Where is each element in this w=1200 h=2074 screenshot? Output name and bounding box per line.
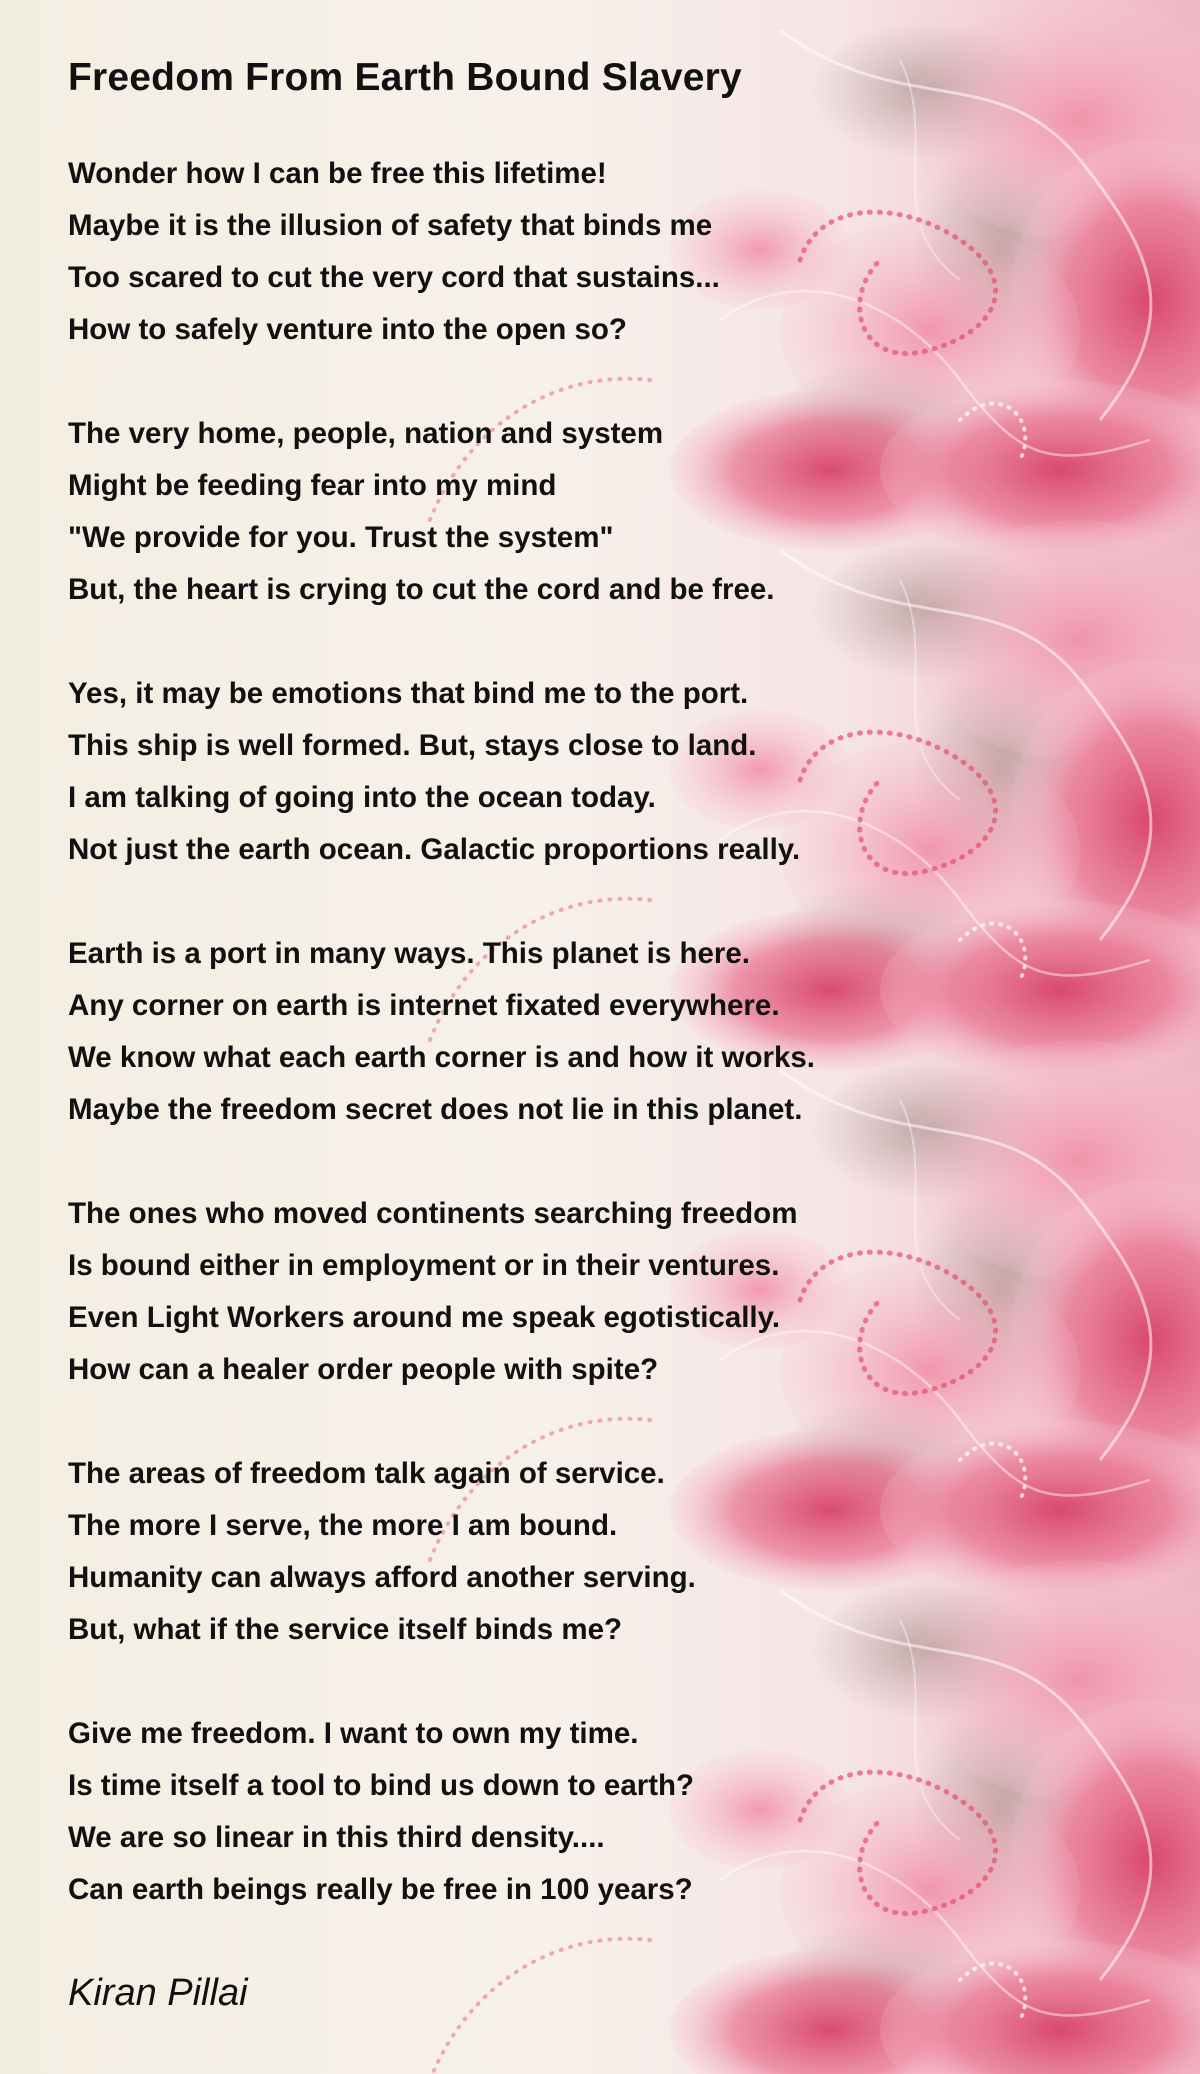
poem-line: Humanity can always afford another serving.: [68, 1561, 696, 1594]
poem-line: The very home, people, nation and system: [68, 417, 664, 450]
poem-line: "We provide for you. Trust the system": [68, 521, 614, 554]
poem-line: The areas of freedom talk again of service.: [68, 1457, 665, 1490]
poem-line: Not just the earth ocean. Galactic proportions really.: [68, 833, 801, 866]
stanza-6: [68, 1448, 1128, 1656]
poem-line: Even Light Workers around me speak egotistically.: [68, 1301, 781, 1334]
poem-line: The more I serve, the more I am bound.: [68, 1509, 618, 1542]
poem-author: Kiran Pillai: [68, 1972, 248, 2014]
stanza-2: [68, 408, 1128, 616]
poem-title: Freedom From Earth Bound Slavery: [68, 56, 742, 99]
poem-line: But, what if the service itself binds me?: [68, 1613, 623, 1646]
poem-line: Any corner on earth is internet fixated everywhere.: [68, 989, 780, 1022]
stanza-3: [68, 668, 1128, 876]
poem-line: Maybe it is the illusion of safety that binds me: [68, 209, 713, 242]
stanza-1: [68, 148, 1128, 356]
poem-line: Maybe the freedom secret does not lie in this planet.: [68, 1093, 803, 1126]
stanza-4: [68, 928, 1128, 1136]
poem-container: [68, 50, 1128, 2018]
poem-line: I am talking of going into the ocean today.: [68, 781, 656, 814]
stanza-7: [68, 1708, 1128, 1916]
poem-line: Might be feeding fear into my mind: [68, 469, 557, 502]
poem-line: Is bound either in employment or in their ventures.: [68, 1249, 780, 1282]
poem-line: The ones who moved continents searching freedom: [68, 1197, 798, 1230]
stanza-5: [68, 1188, 1128, 1396]
poem-line: But, the heart is crying to cut the cord and be free.: [68, 573, 775, 606]
poem-line: Give me freedom. I want to own my time.: [68, 1717, 639, 1750]
poem-line: Can earth beings really be free in 100 years?: [68, 1873, 693, 1906]
poem-line: Earth is a port in many ways. This planet is here.: [68, 937, 750, 970]
poem-line: How to safely venture into the open so?: [68, 313, 627, 346]
poem-line: We know what each earth corner is and how it works.: [68, 1041, 815, 1074]
poem-line: Too scared to cut the very cord that sustains...: [68, 261, 720, 294]
poem-line: Yes, it may be emotions that bind me to the port.: [68, 677, 749, 710]
poem-line: We are so linear in this third density....: [68, 1821, 605, 1854]
poem-line: Wonder how I can be free this lifetime!: [68, 157, 607, 190]
poem-line: This ship is well formed. But, stays close to land.: [68, 729, 757, 762]
poem-line: Is time itself a tool to bind us down to earth?: [68, 1769, 695, 1802]
poem-line: How can a healer order people with spite?: [68, 1353, 659, 1386]
